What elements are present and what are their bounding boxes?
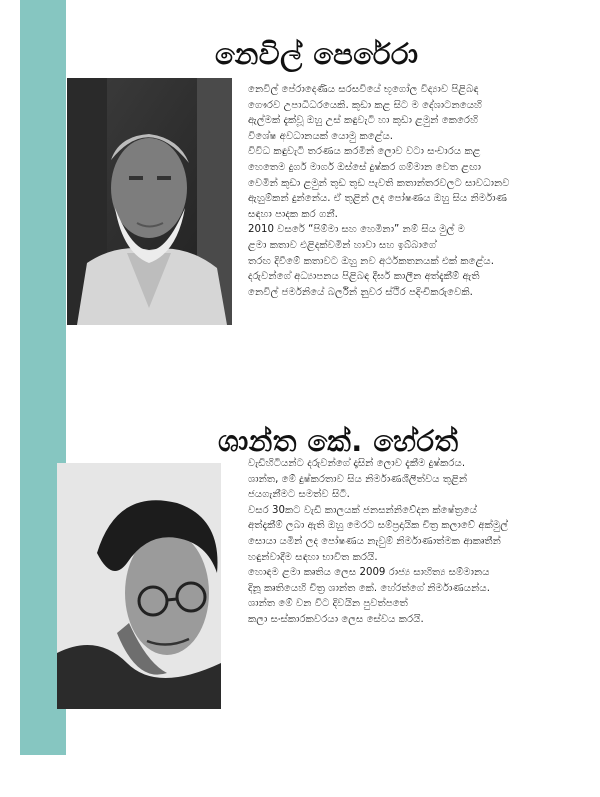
bio-line: නෙවිල් ජර්මනියේ බර්ලින් නුවර ස්ථිර පදිංචිකරුවෙකි. (248, 286, 473, 298)
profile1-name-heading: නෙවිල් පෙරේරා (215, 37, 419, 71)
bio-line: හෙතෙම දුර්ග මාර්ග ඔස්සේ දුෂ්කර ගම්මාන වෙත ළඟා (248, 161, 481, 173)
bio-line: නෙවිල් පේරාදෙණිය සරසවියේ භූගෝල විද්‍යාව පිළිබඳ (248, 84, 479, 95)
bio-line: කලා සංස්කාරකවරයා ලෙස සේවය කරයි. (248, 613, 424, 625)
bio-line: හඳුන්වාදීම සඳහා භාවිත කරයි. (248, 551, 378, 563)
bio-line: ජයගැනීමට සමත්ව සිටී. (248, 489, 350, 501)
profile2-name-heading: ශාන්ත කේ. හේරත් (218, 424, 459, 458)
man-with-glasses-portrait-icon (57, 463, 221, 709)
bio-line: හොඳම ළමා කෘතිය ලෙස 2009 රාජ්‍ය සාහිත්‍ය සම්මානය (248, 567, 490, 579)
profile1-photo (67, 78, 232, 325)
bio-line: දිනූ කෘතියෙහි චිත්‍ර ශාන්ත කේ. හේරත්ගේ නිර්මාණයන්ය. (248, 582, 490, 594)
bio-line: ළමා කතාව එළිදක්වමින් හාවා සහ ඉබ්බාගේ (248, 239, 437, 251)
profile2-photo (57, 463, 221, 709)
bio-line: සඳහා පාදක කර ගනී. (248, 208, 338, 220)
bio-line: ශාන්ත, මේ දුෂ්කරතාව සිය නිර්මාණශීලීත්වය තුළින් (248, 473, 468, 485)
bio-line: විශේෂ අවධානයක් යොමු කළේය. (248, 130, 394, 142)
profile1-bio (248, 82, 578, 300)
bio-line: අත්දැකීම් ලබා ඇති ඔහු මෙරට සම්ප්‍රදායික චිත්‍ර කලාවේ අක්මුල් (248, 520, 508, 532)
bio-line: ශාන්ත මේ වන විට දිවයින පුවත්පතේ (248, 598, 408, 610)
bio-line: ඇල්මක් දැක්වූ ඔහු උස් කඳුවැටි හා කුඩා ළමුන් කෙරෙහි (248, 115, 479, 127)
bio-line: 2010 වසරේ “පිම්මා සහ හෙමිනා” නම් සිය මුල් ම (248, 224, 465, 236)
profile2-bio (248, 456, 578, 628)
bio-line: තරඟ දිවීමේ කතාවට ඔහු නව අර්ථකතනයක් එක් කළේය. (248, 255, 494, 267)
bearded-man-portrait-icon (67, 78, 232, 325)
bio-line: වෙමින් කුඩා ළමුන් තුඩ තුඩ පැවති කතාන්තරවලට සාවධානව (248, 177, 510, 189)
bio-line: වැඩිහිටියන්ට දරුවන්ගේ දෑසින් ලොව දැකීම දුෂ්කරය. (248, 458, 466, 469)
bio-line: විවිධ කඳුවැටි තරණය කරමින් ලොව වටා සංචාරය කළ (248, 146, 481, 158)
bio-line: ගෞරව උපාධිධරයෙකි. කුඩා කළ සිට ම දේශාටනයෙහි (248, 99, 483, 111)
bio-line: වසර 30කට වැඩි කාලයක් ජනසන්නිවේදන ක්ෂේත්‍රයේ (248, 504, 478, 516)
bio-line: සොයා යමින් ලද පෝෂණය නැවුම් නිර්මාණාත්මක ආකෘතීන් (248, 535, 501, 547)
bio-line: ඇහුම්කන් දුන්නේය. ඒ තුළින් ලද පෝෂණය ඔහු සිය නිර්මාණ (248, 193, 508, 205)
bio-line: දරුවන්ගේ අධ්‍යාපනය පිළිබඳ දීර්ඝ කාලීන අත්දැකීම් ඇති (248, 271, 480, 283)
